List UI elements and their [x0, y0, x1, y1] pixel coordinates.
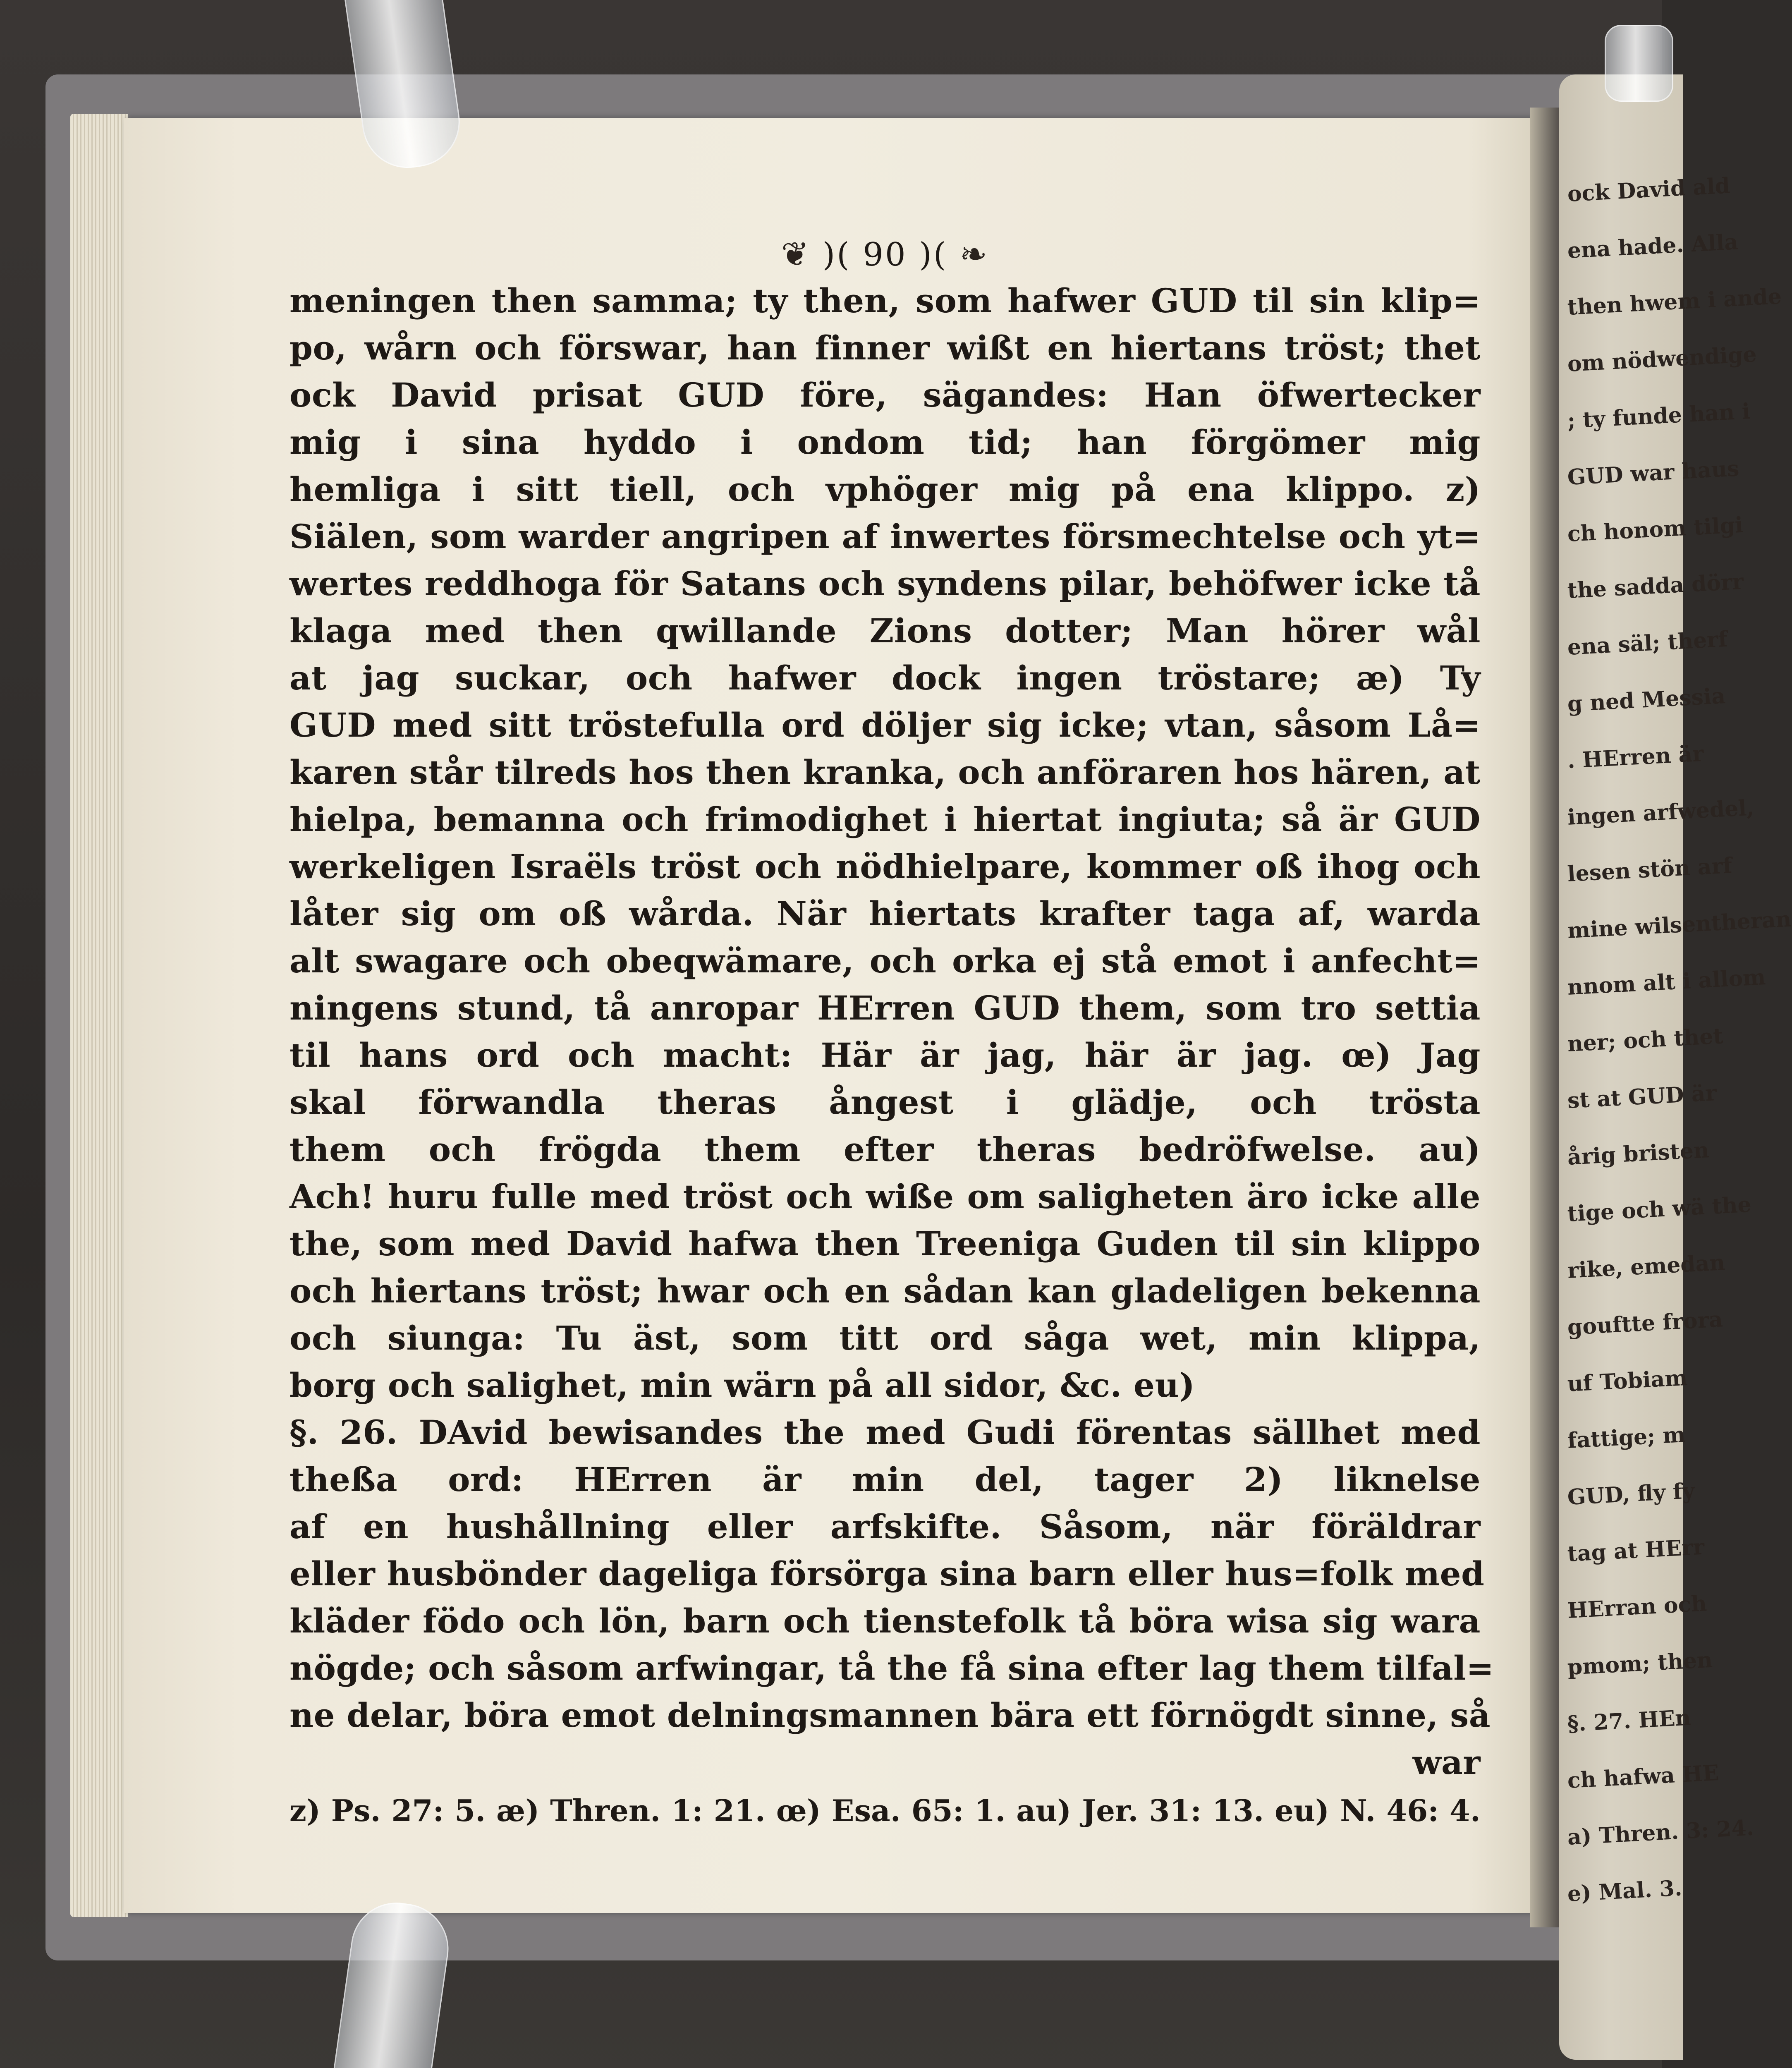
facing-text-line: ena hade. Alla: [1567, 229, 1739, 263]
facing-text-line: e) Mal. 3.: [1567, 1875, 1683, 1907]
text-line: meningen then samma; ty then, som hafwer GUD til sin klip=: [289, 281, 1481, 320]
facing-text-line: om nödwendige: [1567, 342, 1757, 377]
facing-text-line: a) Thren. 3: 24.: [1567, 1815, 1755, 1850]
facing-text-line: then hwem i ande: [1567, 283, 1782, 320]
text-line: Ach! huru fulle med tröst och wiße om saligheten äro icke alle: [289, 1177, 1481, 1216]
facing-text-line: GUD war haus: [1567, 456, 1740, 490]
text-line: the, som med David hafwa then Treeniga Guden til sin klippo: [289, 1224, 1481, 1263]
facing-text-line: GUD, fly fy: [1567, 1478, 1696, 1510]
footnotes: z) Ps. 27: 5. æ) Thren. 1: 21. œ) Esa. 65: 1. au) Jer. 31: 13. eu) N. 46: 4.: [289, 1793, 1481, 1828]
facing-text-line: mine wilsentheran: [1567, 906, 1792, 943]
facing-text-line: årig bristen: [1567, 1137, 1710, 1170]
facing-text-line: ch honom tilgi: [1567, 512, 1744, 547]
text-line: wertes reddhoga för Satans och syndens pilar, behöfwer icke tå: [289, 564, 1481, 603]
facing-text-line: pmom; then: [1567, 1647, 1713, 1680]
text-line: at jag suckar, och hafwer dock ingen tröstare; æ) Ty: [289, 658, 1481, 697]
facing-text-line: uf Tobiam: [1567, 1365, 1688, 1397]
facing-text-line: st at GUD är: [1567, 1080, 1718, 1113]
page-clip-right: [1605, 25, 1673, 102]
facing-text-line: nnom alt i allom: [1567, 964, 1766, 1000]
facing-text-line: ingen arfwedel,: [1567, 795, 1755, 830]
facing-text-line: §. 27. HEn: [1567, 1705, 1692, 1737]
facing-text-line: lesen stön arf: [1567, 853, 1733, 887]
text-line: eller husbönder dageliga försörga sina barn eller hus=folk med: [289, 1554, 1485, 1593]
text-line: them och frögda them efter theras bedröfwelse. au): [289, 1130, 1481, 1169]
text-line: kläder födo och lön, barn och tienstefolk tå böra wisa sig wara: [289, 1601, 1481, 1640]
facing-text-line: the sadda dörr: [1567, 569, 1744, 603]
text-line: och siunga: Tu äst, som titt ord såga wet, min klippa,: [289, 1319, 1481, 1357]
text-line: ne delar, böra emot delningsmannen bära ett förnögdt sinne, så: [289, 1696, 1491, 1735]
text-line: alt swagare och obeqwämare, och orka ej stå emot i anfecht=: [289, 941, 1481, 980]
text-line: borg och salighet, min wärn på all sidor, &c. eu): [289, 1366, 1195, 1405]
facing-text-line: fattige; m: [1567, 1422, 1686, 1453]
text-line: skal förwandla theras ångest i glädje, och trösta: [289, 1083, 1481, 1122]
text-line: låter sig om oß wårda. När hiertats krafter taga af, warda: [289, 894, 1481, 933]
text-line: theßa ord: HErren är min del, tager 2) liknelse: [289, 1460, 1481, 1499]
text-line: GUD med sitt tröstefulla ord döljer sig icke; vtan, såsom Lå=: [289, 706, 1481, 744]
facing-text-line: ner; och thet: [1567, 1023, 1724, 1057]
page-number: )( 90 )(: [822, 236, 948, 273]
text-line: nögde; och såsom arfwingar, tå the få sina efter lag them tilfal=: [289, 1649, 1494, 1687]
facing-text-line: ena säl; therf: [1567, 626, 1728, 660]
text-line: mig i sina hyddo i ondom tid; han förgömer mig: [289, 423, 1481, 462]
facing-text-line: g ned Messia: [1567, 683, 1726, 717]
text-line: werkeligen Israëls tröst och nödhielpare, kommer oß ihog och: [289, 847, 1481, 886]
text-line: po, wårn och förswar, han finner wißt en hiertans tröst; thet: [289, 328, 1481, 367]
facing-text-line: ock David ald: [1567, 173, 1731, 207]
text-line: ningens stund, tå anropar HErren GUD them, som tro settia: [289, 989, 1481, 1027]
facing-text-line: gouftte frora: [1567, 1307, 1724, 1340]
page-header: [289, 232, 1481, 277]
facing-text-line: ; ty funde han i: [1567, 398, 1751, 433]
ornament-left-icon: ❦: [781, 235, 811, 273]
text-line: §. 26. DAvid bewisandes the med Gudi förentas sällhet med: [289, 1413, 1481, 1452]
page-text-block: [289, 232, 1494, 1836]
text-line: karen står tilreds hos then kranka, och anföraren hos hären, at: [289, 753, 1481, 792]
page-edge-stack: [70, 114, 128, 1917]
body-text: [289, 277, 1494, 1739]
facing-page: [1559, 74, 1792, 2060]
text-line: ock David prisat GUD före, sägandes: Han öfwertecker: [289, 376, 1481, 414]
ornament-right-icon: ❧: [959, 235, 989, 273]
facing-text-line: HErran och: [1567, 1591, 1708, 1623]
text-line: klaga med then qwillande Zions dotter; Man hörer wål: [289, 611, 1481, 650]
facing-text-line: ch hafwa HE: [1567, 1760, 1720, 1793]
facing-text-line: rike, emedan: [1567, 1250, 1726, 1283]
text-line: hielpa, bemanna och frimodighet i hiertat ingiuta; så är GUD: [289, 800, 1481, 839]
text-line: hemliga i sitt tiell, och vphöger mig på ena klippo. z): [289, 470, 1481, 509]
text-line: af en hushållning eller arfskifte. Såsom, när föräldrar: [289, 1507, 1481, 1546]
facing-text-line: . HErren är: [1567, 741, 1704, 773]
facing-text-line: tige och wä the: [1567, 1192, 1752, 1227]
facing-text-line: tag at HErr: [1567, 1534, 1705, 1567]
text-line: til hans ord och macht: Här är jag, här är jag. œ) Jag: [289, 1036, 1481, 1075]
text-line: Siälen, som warder angripen af inwertes försmechtelse och yt=: [289, 517, 1481, 556]
catchword: war: [1412, 1743, 1481, 1782]
text-line: och hiertans tröst; hwar och en sådan kan gladeligen bekenna: [289, 1271, 1481, 1310]
